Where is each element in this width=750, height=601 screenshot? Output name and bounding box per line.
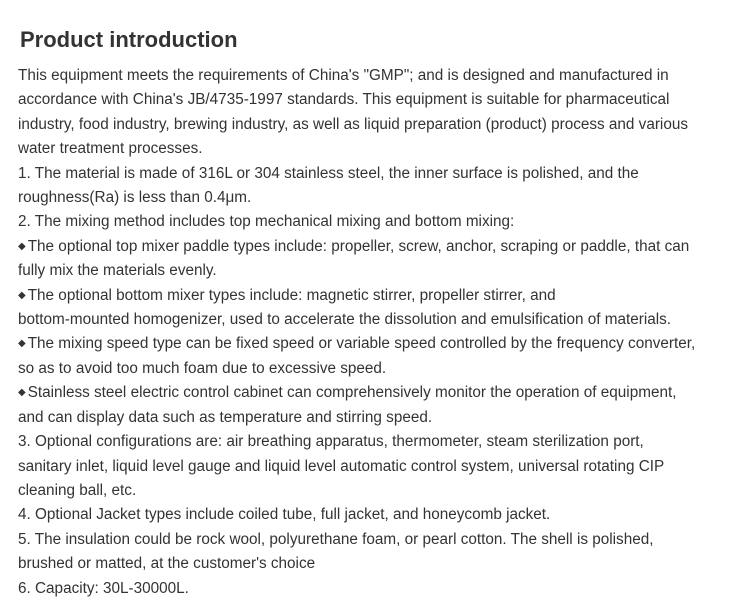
bullet-item-cont: and can display data such as temperature and stirring speed. — [18, 408, 433, 426]
bullet-text: The mixing speed type can be fixed speed or variable speed controlled by the frequency converter, — [27, 335, 696, 353]
list-item-2: 2. The mixing method includes top mechanical mixing and bottom mixing: — [18, 213, 515, 231]
diamond-bullet-icon: ◆ — [18, 338, 26, 350]
bullet-item — [18, 235, 736, 259]
diamond-bullet-icon: ◆ — [18, 240, 26, 252]
list-item-3-cont: sanitary inlet, liquid level gauge and liquid level automatic control system, universal rotating CIP — [18, 457, 665, 475]
paragraph-line: industry, food industry, brewing industry, as well as liquid preparation (product) process and various — [18, 115, 688, 133]
bullet-item — [18, 381, 736, 405]
list-item-3-cont: cleaning ball, etc. — [18, 481, 137, 499]
bullet-text: The optional top mixer paddle types include: propeller, screw, anchor, scraping or paddle, that can — [27, 237, 690, 255]
paragraph-line: water treatment processes. — [18, 140, 203, 158]
bullet-item-cont: bottom-mounted homogenizer, used to accelerate the dissolution and emulsification of materials. — [18, 311, 672, 329]
list-item-1: 1. The material is made of 316L or 304 stainless steel, the inner surface is polished, and the — [18, 164, 639, 182]
diamond-bullet-icon: ◆ — [18, 387, 26, 399]
bullet-text: Stainless steel electric control cabinet can comprehensively monitor the operation of equipment, — [27, 384, 677, 402]
list-item-6: 6. Capacity: 30L-30000L. — [18, 579, 189, 597]
paragraph-line: accordance with China's JB/4735-1997 standards. This equipment is suitable for pharmaceutical — [18, 91, 670, 109]
diamond-bullet-icon: ◆ — [18, 289, 26, 301]
bullet-item-cont: so as to avoid too much foam due to excessive speed. — [18, 359, 387, 377]
list-item-5-cont: brushed or matted, at the customer's choice — [18, 555, 316, 573]
list-item-1-cont: roughness(Ra) is less than 0.4μm. — [18, 189, 252, 207]
bullet-text: The optional bottom mixer types include: magnetic stirrer, propeller stirrer, and — [27, 286, 556, 304]
product-description — [18, 64, 736, 601]
bullet-item — [18, 284, 736, 308]
bullet-item-cont: fully mix the materials evenly. — [18, 262, 217, 280]
page-title: Product introduction — [20, 27, 238, 52]
list-item-5: 5. The insulation could be rock wool, polyurethane foam, or pearl cotton. The shell is polished, — [18, 530, 654, 548]
paragraph-line: This equipment meets the requirements of China's "GMP"; and is designed and manufactured in — [18, 67, 669, 84]
list-item-4: 4. Optional Jacket types include coiled tube, full jacket, and honeycomb jacket. — [18, 506, 551, 524]
bullet-item — [18, 332, 736, 356]
list-item-3: 3. Optional configurations are: air breathing apparatus, thermometer, steam sterilization port, — [18, 433, 644, 451]
